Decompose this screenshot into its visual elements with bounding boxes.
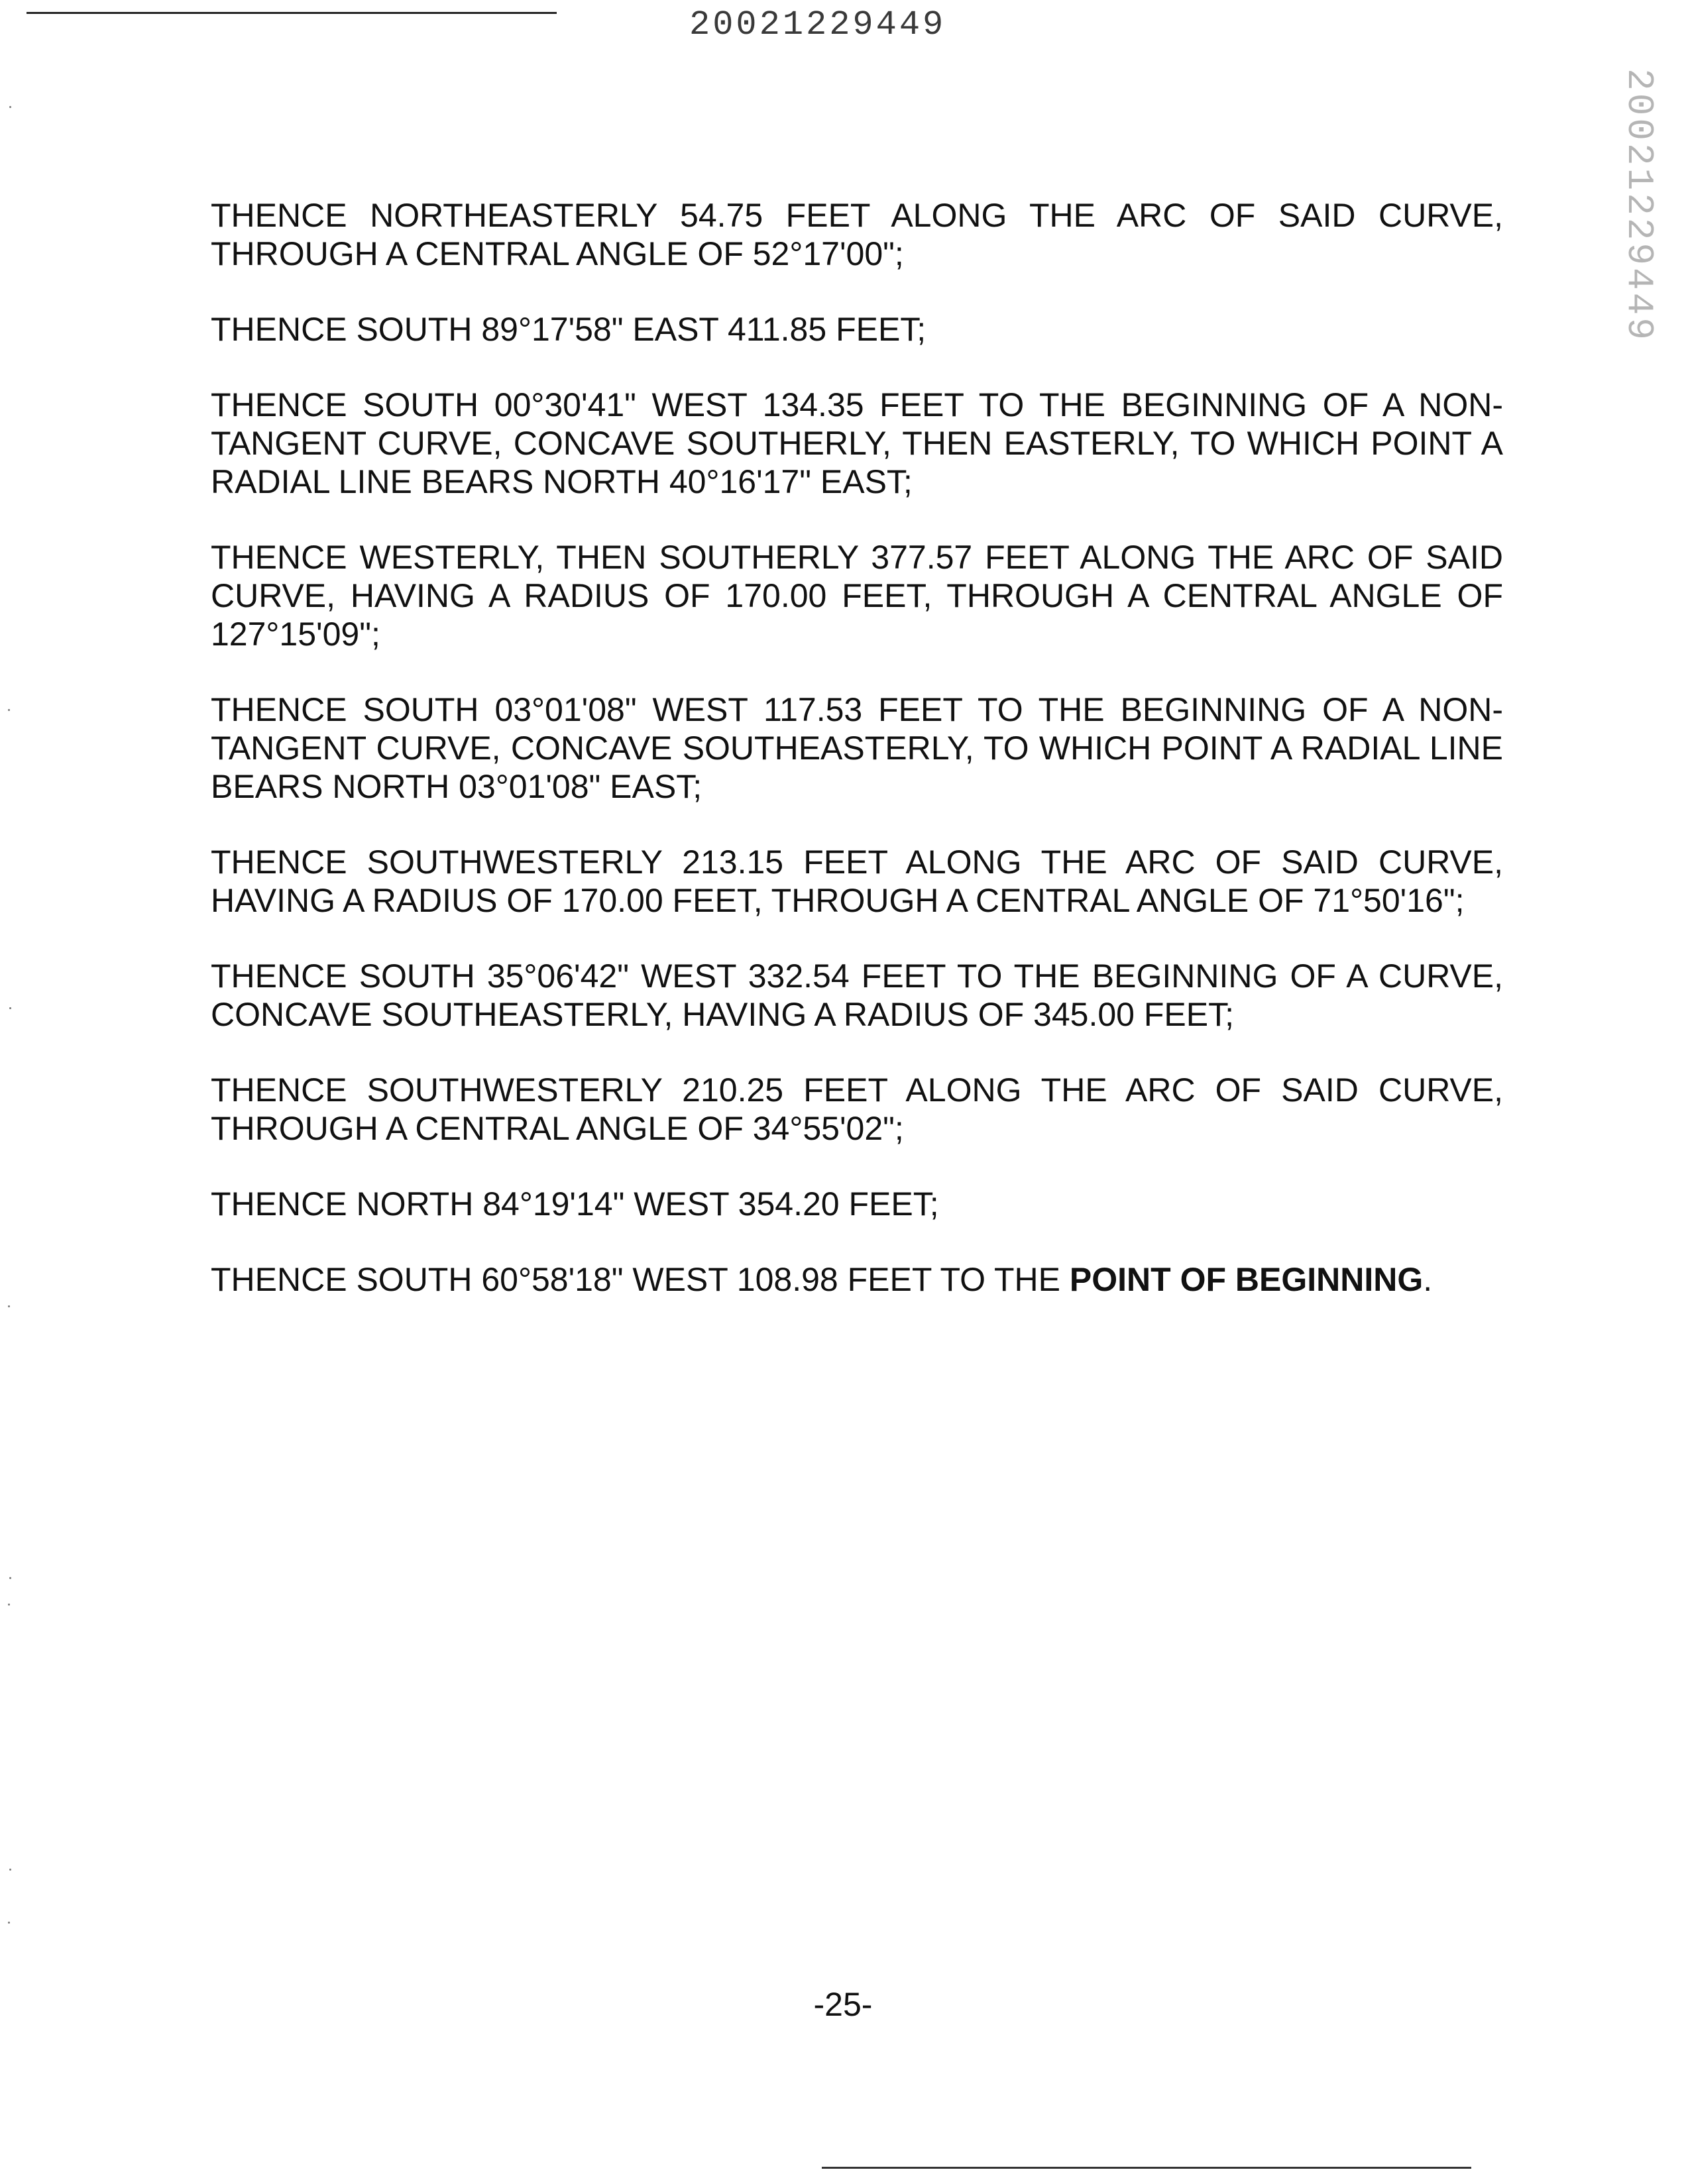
paragraph-5: THENCE SOUTH 03°01'08" WEST 117.53 FEET TO THE BEGINNING OF A NON-TANGENT CURVE, CONCAVE SOUTHEASTERLY, TO WHICH POINT A RADIAL LINE BEARS NORTH 03°01'08" EAST; [211, 691, 1503, 805]
document-number: 20021229449 [689, 5, 946, 44]
side-stamp-text: 20021229449 [1618, 68, 1661, 343]
bottom-rule [822, 2167, 1471, 2169]
scan-speck [9, 1869, 11, 1871]
scan-speck [9, 106, 11, 108]
page-number: -25- [813, 1986, 873, 2023]
scan-speck [8, 1604, 10, 1606]
legal-description-body [211, 196, 1503, 1336]
paragraph-9: THENCE NORTH 84°19'14" WEST 354.20 FEET; [211, 1185, 939, 1223]
paragraph-7: THENCE SOUTH 35°06'42" WEST 332.54 FEET TO THE BEGINNING OF A CURVE, CONCAVE SOUTHEASTERLY, HAVING A RADIUS OF 345.00 FEET; [211, 957, 1503, 1033]
paragraph-final [211, 1260, 1503, 1299]
paragraph-2: THENCE SOUTH 89°17'58" EAST 411.85 FEET; [211, 311, 927, 348]
side-stamp [1609, 68, 1669, 343]
scan-speck [8, 1305, 10, 1307]
scan-speck [8, 1922, 10, 1924]
paragraph-3: THENCE SOUTH 00°30'41" WEST 134.35 FEET TO THE BEGINNING OF A NON-TANGENT CURVE, CONCAVE SOUTHERLY, THEN EASTERLY, TO WHICH POINT A RADIAL LINE BEARS NORTH 40°16'17" EAST; [211, 386, 1503, 500]
final-paragraph-text: THENCE SOUTH 60°58'18" WEST 108.98 FEET TO THE [211, 1261, 1070, 1298]
point-of-beginning: POINT OF BEGINNING [1069, 1261, 1424, 1298]
scan-speck [9, 1007, 11, 1009]
top-rule [27, 12, 557, 14]
paragraph-4: THENCE WESTERLY, THEN SOUTHERLY 377.57 FEET ALONG THE ARC OF SAID CURVE, HAVING A RADIUS OF 170.00 FEET, THROUGH A CENTRAL ANGLE OF 127°15'09"; [211, 539, 1503, 653]
scan-speck [8, 709, 10, 711]
scan-speck [9, 1577, 11, 1579]
paragraph-1: THENCE NORTHEASTERLY 54.75 FEET ALONG THE ARC OF SAID CURVE, THROUGH A CENTRAL ANGLE OF 52°17'00"; [211, 197, 1503, 272]
paragraph-6: THENCE SOUTHWESTERLY 213.15 FEET ALONG THE ARC OF SAID CURVE, HAVING A RADIUS OF 170.00 FEET, THROUGH A CENTRAL ANGLE OF 71°50'16"; [211, 844, 1503, 919]
final-paragraph-end: . [1423, 1261, 1433, 1298]
paragraph-8: THENCE SOUTHWESTERLY 210.25 FEET ALONG THE ARC OF SAID CURVE, THROUGH A CENTRAL ANGLE OF 34°55'02"; [211, 1071, 1503, 1147]
